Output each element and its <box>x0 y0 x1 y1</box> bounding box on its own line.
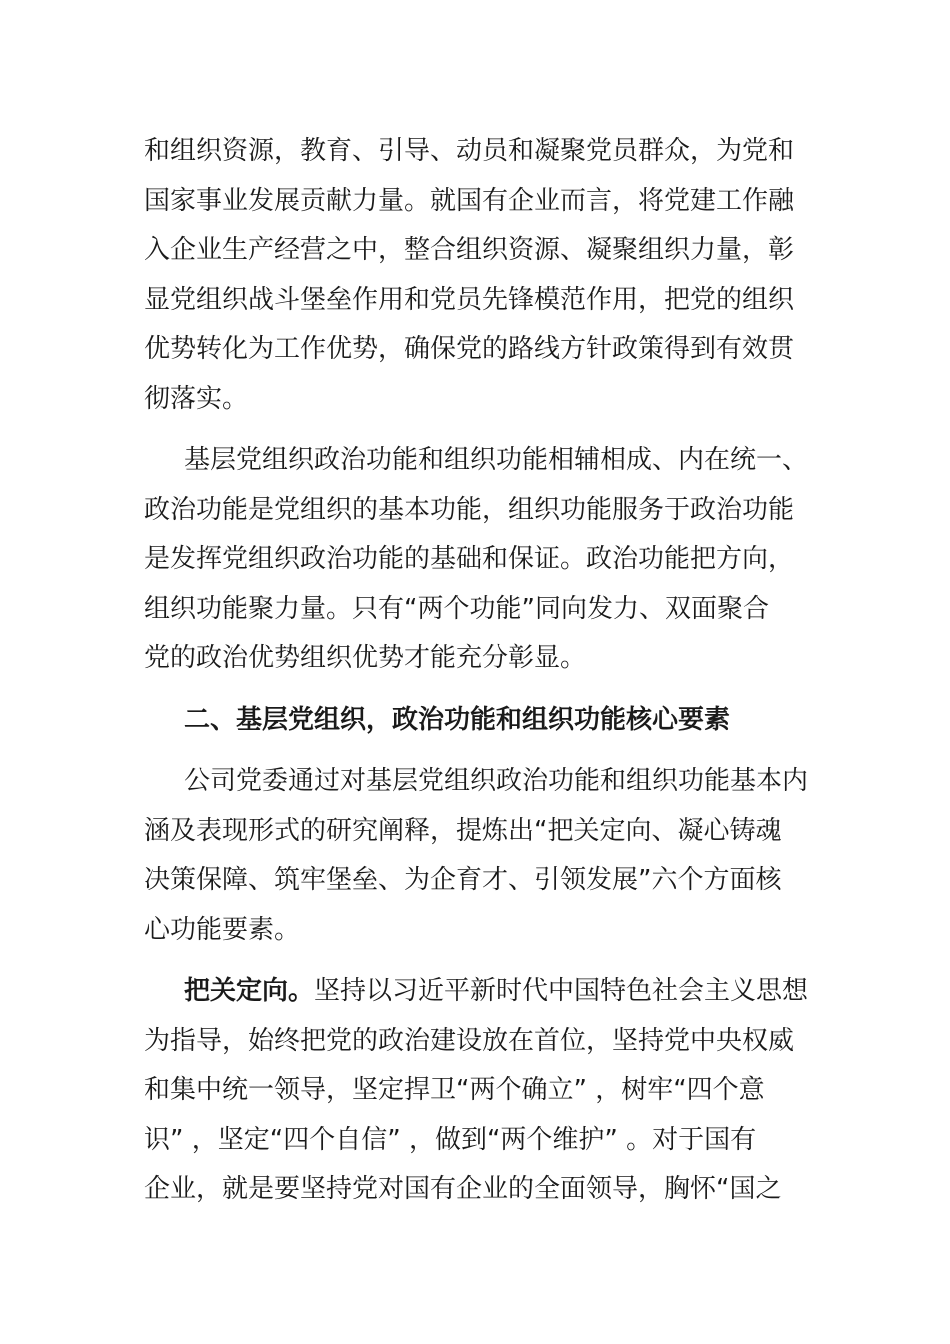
text-line <box>144 967 808 1017</box>
section-heading <box>144 696 808 746</box>
text-line: 和集中统一领导，坚定捍卫“两个确立” ，树牢“四个意 <box>144 1075 765 1105</box>
text-line: 和组织资源，教育、引导、动员和凝聚党员群众，为党和 <box>144 136 795 166</box>
text-line: 党的政治优势组织优势才能充分彰显。 <box>144 643 587 673</box>
document-body <box>144 127 808 1215</box>
text-line: 心功能要素。 <box>144 914 301 945</box>
heading-text: 二、基层党组织，政治功能和组织功能核心要素 <box>184 704 731 735</box>
text-line: 显党组织战斗堡垒作用和党员先锋模范作用，把党的组织 <box>144 284 795 315</box>
text-line: 是发挥党组织政治功能的基础和保证。政治功能把方向， <box>144 544 795 574</box>
paragraph-3 <box>144 757 808 955</box>
text-line: 决策保障、筑牢堡垒、为企育才、引领发展”六个方面核 <box>144 865 782 895</box>
text-line: 为指导，始终把党的政治建设放在首位，坚持党中央权威 <box>144 1025 795 1056</box>
text-line: 入企业生产经营之中，整合组织资源、凝聚组织力量，彰 <box>144 235 795 265</box>
paragraph-2 <box>144 436 808 684</box>
text-line: 政治功能是党组织的基本功能，组织功能服务于政治功能 <box>144 494 795 525</box>
lead-rest: 坚持以习近平新时代中国特色社会主义思想 <box>314 976 809 1006</box>
text-line: 企业，就是要坚持党对国有企业的全面领导，胸怀“国之 <box>144 1174 782 1204</box>
text-line: 基层党组织政治功能和组织功能相辅相成、内在统一、 <box>184 445 809 475</box>
text-line: 彻落实。 <box>144 383 249 414</box>
text-line: 组织功能聚力量。只有“两个功能”同向发力、双面聚合 <box>144 593 769 624</box>
text-line: 公司党委通过对基层党组织政治功能和组织功能基本内 <box>184 766 809 796</box>
paragraph-4 <box>144 967 808 1215</box>
text-line: 优势转化为工作优势，确保党的路线方针政策得到有效贯 <box>144 334 795 364</box>
text-line: 国家事业发展贡献力量。就国有企业而言，将党建工作融 <box>144 185 795 216</box>
paragraph-1 <box>144 127 808 424</box>
text-line: 涵及表现形式的研究阐释，提炼出“把关定向、凝心铸魂 <box>144 815 782 846</box>
text-line: 识” ，坚定“四个自信” ，做到“两个维护” 。对于国有 <box>144 1124 757 1155</box>
lead-phrase: 把关定向。 <box>184 976 315 1006</box>
